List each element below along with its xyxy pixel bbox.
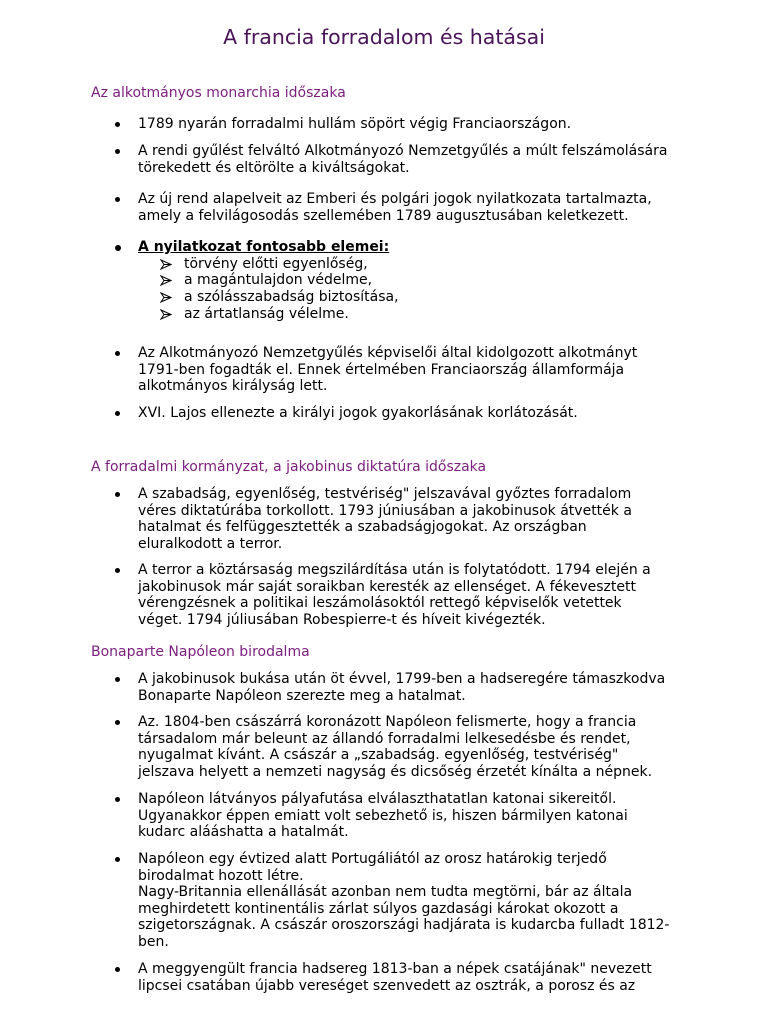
bullet-icon (115, 492, 120, 497)
section-heading-napoleon-empire: Bonaparte Napóleon birodalma (91, 644, 310, 660)
list-item-text: Az. 1804-ben császárrá koronázott Napóleon felismerte, hogy a francia társadalom már beleunt az állandó forradalmi lelkesedésbe és rendet, nyugalmat kívánt. A császár a „szabadság. egyenlőség, testvériség" jelszava helyett a nemzeti nagyság és dicsőség érzetét kínálta a népnek. (138, 714, 653, 781)
list-item-text: Az új rend alapelveit az Emberi és polgári jogok nyilatkozata tartalmazta, amely a felvilágosodás szellemében 1789 augusztusában keletkezett. (138, 191, 652, 224)
list-item-text: A rendi gyűlést felváltó Alkotmányozó Nemzetgyűlés a múlt felszámolására törekedett és eltörölte a kiváltságokat. (138, 143, 668, 176)
bullet-icon (115, 197, 120, 202)
list-item-text: Napóleon látványos pályafutása elválaszthatatlan katonai sikereitől. Ugyanakkor éppen emiatt volt sebezhető is, hiszen bármilyen katonai kudarc alááshatta a hatalmát. (138, 791, 628, 841)
list-item-text: A jakobinusok bukása után öt évvel, 1799-ben a hadseregére támaszkodva Bonaparte Napóleon szerezte meg a hatalmat. (138, 671, 666, 704)
bullet-icon (115, 122, 120, 127)
sub-list-item-text: a magántulajdon védelme, (184, 272, 373, 289)
list-item-text: A meggyengült francia hadsereg 1813-ban a népek csatájának" nevezett lipcsei csatában újabb vereséget szenvedett az osztrák, a porosz és az (138, 961, 652, 994)
arrow-bullet-icon (160, 259, 172, 270)
page-title: A francia forradalom és hatásai (223, 25, 545, 49)
bullet-icon (115, 149, 120, 154)
list-item-label: A nyilatkozat fontosabb elemei: (138, 239, 390, 255)
arrow-bullet-icon (160, 275, 172, 286)
bullet-icon (115, 797, 120, 802)
list-item-text: Nagy-Britannia ellenállását azonban nem tudta megtörni, bár az általa meghirdetett kontinentális zárlat súlyos gazdasági károkat okozott a szigetországnak. A császár oroszországi hadjárata is kudarcba fulladt 1812- ben. (138, 884, 670, 951)
arrow-bullet-icon (160, 309, 172, 320)
sub-list-item (160, 289, 660, 306)
bullet-icon (115, 857, 120, 862)
list-item-text: XVI. Lajos ellenezte a királyi jogok gyakorlásának korlátozását. (138, 405, 578, 421)
bullet-icon (115, 720, 120, 725)
list-item-text: Napóleon egy évtized alatt Portugáliától az orosz határokig terjedő birodalmat hozott létre. (138, 851, 607, 884)
sub-list-item (160, 256, 660, 273)
list-item-text: A terror a köztársaság megszilárdítása után is folytatódott. 1794 elején a jakobinusok már saját soraikban keresték az ellenséget. A fékevesztett vérengzésnek a politikai leszámolásoktól rettegő képviselők vetettek véget. 1794 júliusában Robespierre-t és híveit kivégezték. (138, 562, 651, 629)
bullet-icon (115, 568, 120, 573)
sub-list-item-text: törvény előtti egyenlőség, (184, 255, 368, 272)
sub-list-item (160, 272, 660, 289)
list-item-text: 1789 nyarán forradalmi hullám söpört végig Franciaországon. (138, 116, 572, 132)
bullet-icon (115, 351, 120, 356)
section-heading-constitutional-monarchy: Az alkotmányos monarchia időszaka (91, 85, 346, 101)
bullet-icon (115, 411, 120, 416)
bullet-icon (115, 967, 120, 972)
sub-list (160, 256, 660, 323)
sub-list-item-text: a szólásszabadság biztosítása, (184, 289, 399, 306)
list-item-text: Az Alkotmányozó Nemzetgyűlés képviselői által kidolgozott alkotmányt 1791-ben fogadták el. Ennek értelmében Franciaország államformája alkotmányos királyság lett. (138, 345, 638, 395)
section-heading-jacobin-dictatorship: A forradalmi kormányzat, a jakobinus diktatúra időszaka (91, 459, 487, 475)
list-item-text: A szabadság, egyenlőség, testvériség" jelszavával győztes forradalom véres diktatúrába torkollott. 1793 júniusában a jakobinusok átvették a hatalmat és felfüggesztették a szabadságjogokat. Az országban eluralkodott a terror. (138, 486, 632, 553)
sub-list-item (160, 306, 660, 323)
bullet-icon (115, 245, 121, 251)
arrow-bullet-icon (160, 292, 172, 303)
sub-list-item-text: az ártatlanság vélelme. (184, 305, 349, 322)
bullet-icon (115, 677, 120, 682)
